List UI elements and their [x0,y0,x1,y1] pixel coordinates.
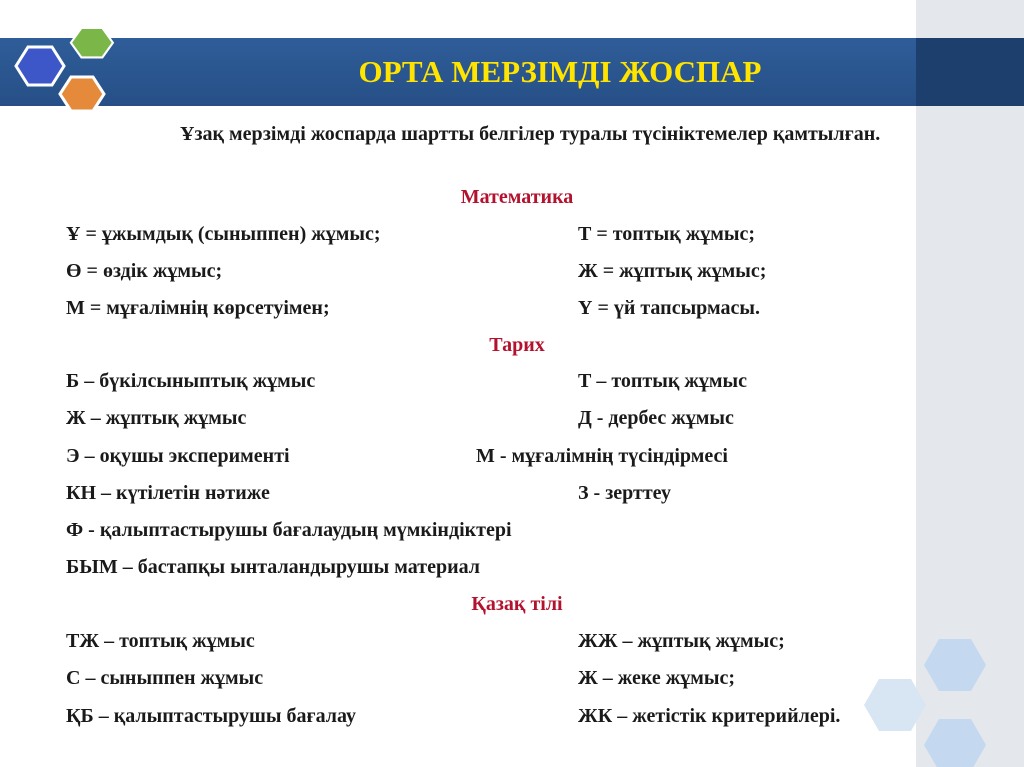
legend-item: ҚБ – қалыптастырушы бағалау [66,705,356,727]
legend-item: Ж – жұптық жұмыс [66,407,247,429]
legend-item: Д - дербес жұмыс [578,407,734,429]
hexagon-green [71,28,113,57]
legend-item: Ү = үй тапсырмасы. [578,297,760,319]
hexagon-deco-bottom [924,719,986,767]
hexagon-blue [16,47,64,85]
legend-item: М = мұғалімнің көрсетуімен; [66,297,330,319]
intro-paragraph: Ұзақ мерзімді жоспарда шартты белгілер туралы түсініктемелер қамтылған. [180,123,881,145]
legend-item: Ж = жұптық жұмыс; [578,260,767,282]
legend-item: Т – топтық жұмыс [578,370,748,392]
hexagon-orange [60,77,104,111]
legend-item: Б – бүкілсыныптық жұмыс [66,370,316,392]
legend-item: ЖК – жетістік критерийлері. [578,705,841,727]
legend-item: ТЖ – топтық жұмыс [66,630,255,652]
legend-item: Э – оқушы эксперименті [66,445,290,467]
legend-item: ЖЖ – жұптық жұмыс; [578,630,785,652]
legend-item: Ф - қалыптастырушы бағалаудың мүмкіндіктері [66,519,512,541]
section-title-history: Тарих [489,334,545,356]
hexagon-deco-left [864,679,926,731]
legend-item: Ұ = ұжымдық (сыныппен) жұмыс; [66,223,381,245]
legend-item: Ж – жеке жұмыс; [578,667,736,689]
legend-item: КН – күтілетін нәтиже [66,482,270,504]
legend-item: БЫМ – бастапқы ынталандырушы материал [66,556,481,578]
hexagon-deco-top [924,639,986,691]
legend-item: З - зерттеу [578,482,672,504]
legend-item: Ө = өздік жұмыс; [66,260,223,282]
header-bar-dark-end [916,38,1024,106]
legend-item: Т = топтық жұмыс; [578,223,756,245]
legend-item: С – сыныппен жұмыс [66,667,264,689]
decorative-hexagons-icon [860,625,1024,767]
hexagon-logo-icon [10,22,120,122]
section-title-kazakh: Қазақ тілі [471,593,563,615]
section-title-math: Математика [460,186,574,208]
slide-title: ОРТА МЕРЗІМДІ ЖОСПАР [358,54,762,89]
legend-item: М - мұғалімнің түсіндірмесі [476,445,728,467]
